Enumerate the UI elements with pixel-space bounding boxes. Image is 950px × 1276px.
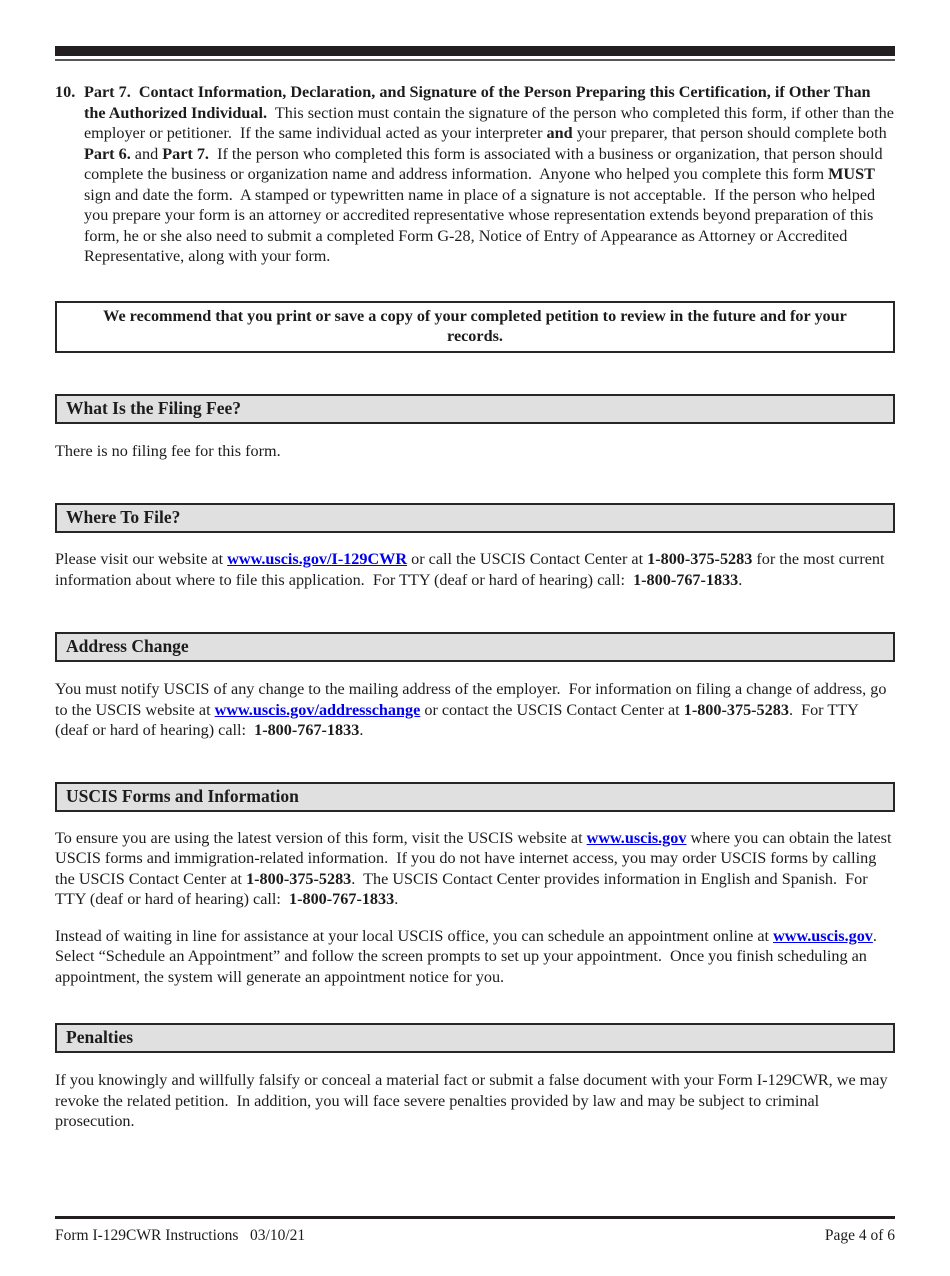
- numbered-item-10: [55, 82, 898, 267]
- filing-fee-paragraph: [55, 441, 895, 462]
- text-run: .: [738, 570, 743, 589]
- section-heading-text: Address Change: [66, 636, 189, 656]
- section-header-penalties: [55, 1023, 895, 1053]
- text-run: . For TTY (deaf or hard of hearing) call:: [55, 700, 863, 739]
- bold-text-run: MUST: [828, 165, 875, 183]
- item-number: 10.: [55, 83, 76, 101]
- section-heading-text: Where To File?: [66, 507, 181, 527]
- bold-text-run: 1-800-375-5283: [246, 869, 352, 888]
- text-run: your preparer, that person should complete both: [572, 124, 891, 142]
- document-page: [0, 46, 950, 1276]
- section-header-filing-fee: [55, 394, 895, 424]
- footer-form-id: Form I-129CWR Instructions 03/10/21: [55, 1227, 306, 1244]
- text-run: or contact the USCIS Contact Center at: [420, 700, 684, 719]
- bold-text-run: 1-800-767-1833: [633, 570, 739, 589]
- penalties-paragraph: [55, 1070, 895, 1132]
- page-footer: [55, 1216, 895, 1245]
- text-run: If the person who completed this form is associated with a business or organization, that person should complete the business or organization name and address information. Anyone who helped you complete this form: [84, 144, 887, 183]
- text-run: and: [130, 144, 163, 163]
- recommendation-text: We recommend that you print or save a copy of your completed petition to review in the future and for your records.: [103, 306, 847, 345]
- section-heading-text: Penalties: [66, 1027, 134, 1047]
- bold-text-run: 1-800-767-1833: [289, 890, 395, 908]
- top-black-bar: [55, 46, 895, 56]
- uscis-addresschange-link[interactable]: www.uscis.gov/addresschange: [214, 700, 421, 719]
- where-to-file-paragraph: [55, 549, 895, 590]
- text-run: .: [359, 721, 364, 739]
- bold-text-run: 1-800-375-5283: [647, 550, 753, 568]
- item-10-paragraph: [84, 82, 898, 267]
- text-run: . The USCIS Contact Center provides information in English and Spanish. For TTY (deaf or hard of hearing) call:: [55, 869, 872, 908]
- text-run: To ensure you are using the latest version of this form, visit the USCIS website at: [55, 828, 587, 847]
- uscis-gov-link[interactable]: www.uscis.gov: [586, 828, 687, 847]
- bold-text-run: Part 7.: [162, 144, 209, 163]
- uscis-forms-paragraph-2: [55, 926, 895, 988]
- bold-text-run: 1-800-767-1833: [254, 721, 360, 739]
- section-header-where-to-file: [55, 503, 895, 533]
- text-run: Please visit our website at: [55, 550, 228, 568]
- bold-text-run: and: [546, 124, 573, 142]
- address-change-paragraph: [55, 679, 895, 741]
- bold-text-run: 1-800-375-5283: [683, 700, 789, 719]
- text-run: for the most current information about where to file this application. For TTY (deaf or hard of hearing) call:: [55, 550, 889, 589]
- text-run: There is no filing fee for this form.: [55, 441, 281, 460]
- text-run: or call the USCIS Contact Center at: [407, 550, 648, 568]
- text-run: Instead of waiting in line for assistance at your local USCIS office, you can schedule an appointment online at: [55, 926, 774, 945]
- text-run: You must notify USCIS of any change to the mailing address of the employer. For information on filing a change of address, go to the USCIS website at: [55, 680, 891, 719]
- uscis-forms-paragraph-1: [55, 828, 895, 910]
- section-heading-text: What Is the Filing Fee?: [66, 397, 241, 418]
- text-run: .: [394, 890, 399, 908]
- bold-text-run: Part 7. Contact Information, Declaration, and Signature of the Person Preparing this Certification, if Other Than the Authorized Individual.: [84, 83, 875, 122]
- section-header-uscis-forms: [55, 782, 895, 812]
- text-run: . Select “Schedule an Appointment” and follow the screen prompts to set up your appointment. Once you finish scheduling an appointment, the system will generate an appointment notice for you.: [55, 926, 886, 986]
- bold-text-run: Part 6.: [84, 144, 131, 163]
- uscis-gov-link-2[interactable]: www.uscis.gov: [773, 926, 873, 945]
- section-heading-text: USCIS Forms and Information: [66, 785, 299, 806]
- text-run: If you knowingly and willfully falsify or conceal a material fact or submit a false document with your Form I-129CWR, we may revoke the related petition. In addition, you will face severe penalties provided by law and may be subject to criminal prosecution.: [55, 1071, 892, 1130]
- recommendation-box: [55, 301, 895, 353]
- footer-page-number: Page 4 of 6: [824, 1227, 895, 1244]
- top-thin-rule: [55, 59, 895, 61]
- text-run: This section must contain the signature of the person who completed this form, if other than the employer or petitioner. If the same individual acted as your interpreter: [84, 103, 898, 142]
- section-header-address-change: [55, 632, 895, 662]
- text-run: sign and date the form. A stamped or typewritten name in place of a signature is not acceptable. If the person who helped you prepare your form is an attorney or accredited representative whose representation extends beyond preparation of this form, he or she also need to submit a completed Form G-28, Notice of Entry of Appearance as Attorney or Accredited Representative, along with your form.: [84, 165, 880, 265]
- text-run: where you can obtain the latest USCIS forms and immigration-related information. If you do not have internet access, you may order USCIS forms by calling the USCIS Contact Center at: [55, 828, 896, 888]
- uscis-i129cwr-link[interactable]: www.uscis.gov/I-129CWR: [227, 550, 408, 568]
